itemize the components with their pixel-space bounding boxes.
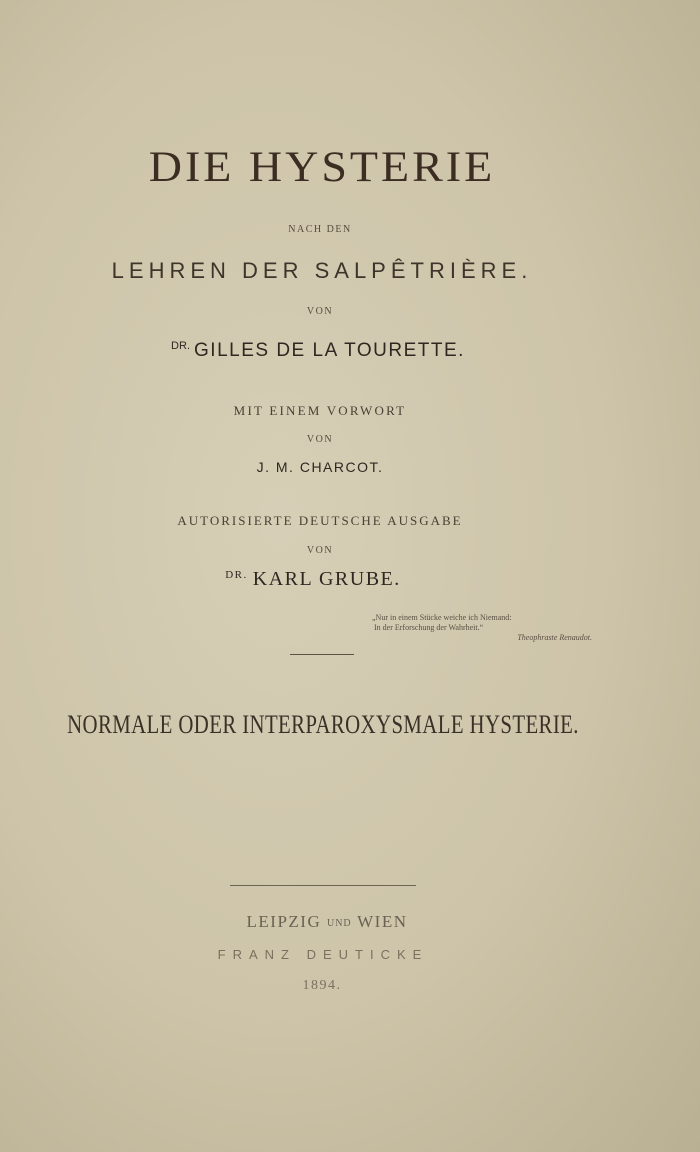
epigraph-line: „Nur in einem Stücke weiche ich Niemand: bbox=[372, 613, 512, 622]
imprint-city: LEIPZIG bbox=[246, 912, 322, 931]
divider-rule bbox=[290, 654, 354, 655]
von-label: VON bbox=[306, 434, 334, 445]
translator-name: KARL GRUBE. bbox=[252, 568, 401, 590]
foreword-label: MIT EINEM VORWORT bbox=[233, 403, 407, 418]
epigraph-line: In der Erforschung der Wahrheit.“ bbox=[374, 623, 484, 632]
author-title: DR. bbox=[171, 340, 191, 352]
imprint-city: WIEN bbox=[357, 912, 408, 931]
translator-title: DR. bbox=[225, 569, 248, 581]
von-label: VON bbox=[306, 545, 334, 556]
divider-rule bbox=[230, 885, 416, 886]
author-name: GILLES DE LA TOURETTE. bbox=[194, 340, 465, 361]
section-title: NORMALE ODER INTERPAROXYSMALE HYSTERIE. bbox=[67, 710, 579, 739]
book-title: DIE HYSTERIE bbox=[148, 142, 496, 191]
author-line bbox=[171, 340, 465, 362]
imprint-cities bbox=[247, 912, 408, 932]
translator-line bbox=[225, 568, 401, 591]
edition-label: AUTORISIERTE DEUTSCHE AUSGABE bbox=[177, 513, 463, 528]
von-label: VON bbox=[306, 306, 334, 317]
foreword-author: J. M. CHARCOT. bbox=[256, 459, 384, 475]
imprint-year: 1894. bbox=[302, 978, 342, 993]
nach-den-label: NACH DEN bbox=[288, 224, 352, 235]
imprint-publisher: FRANZ DEUTICKE bbox=[217, 947, 429, 962]
epigraph bbox=[372, 613, 592, 643]
imprint-und: UND bbox=[326, 918, 352, 929]
epigraph-attribution: Theophraste Renaudot. bbox=[517, 633, 592, 642]
book-subtitle: LEHREN DER SALPÊTRIÈRE. bbox=[111, 258, 533, 283]
